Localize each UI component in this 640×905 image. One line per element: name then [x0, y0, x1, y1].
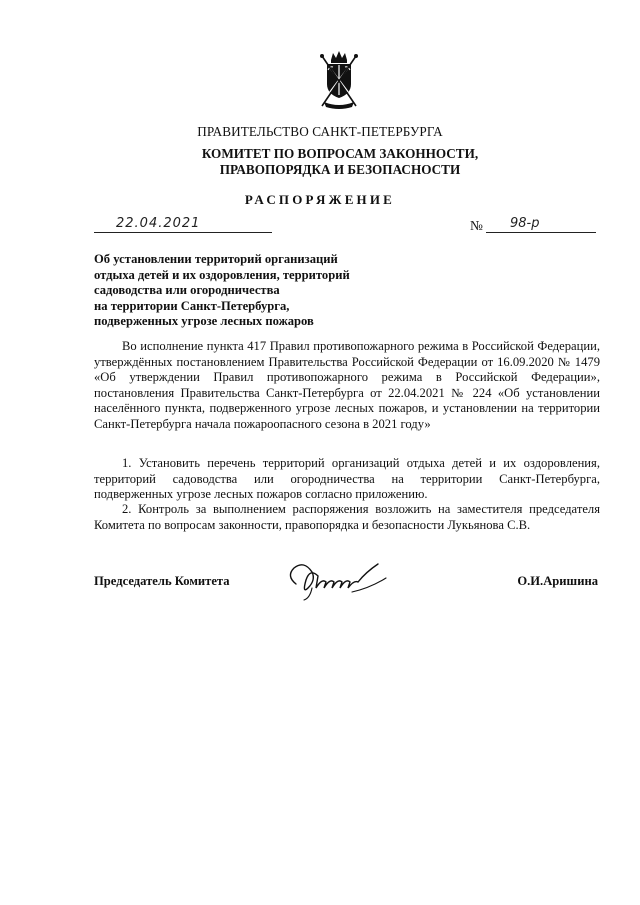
coat-of-arms-icon	[318, 50, 360, 112]
government-name: ПРАВИТЕЛЬСТВО САНКТ-ПЕТЕРБУРГА	[197, 124, 443, 139]
committee-line-2: ПРАВОПОРЯДКА И БЕЗОПАСНОСТИ	[219, 161, 461, 177]
item-2-paragraph: 2. Контроль за выполнением распоряжения возложить на заместителя председателя Комитета по вопросам законности, правопорядка и безопасности Лукьянова С.В.	[94, 502, 600, 532]
signatory-position: Председатель Комитета	[94, 574, 230, 588]
subject-line: садоводства или огородничества	[94, 283, 280, 298]
subject-line: Об установлении территорий организаций	[94, 252, 338, 266]
subject-heading	[94, 252, 394, 330]
date-handwritten: 22.04.2021	[116, 216, 201, 231]
subject-line: отдыха детей и их оздоровления, территорий	[94, 267, 350, 282]
number-underline	[486, 232, 596, 233]
subject-line: на территории Санкт-Петербурга,	[94, 298, 290, 313]
date-underline	[94, 232, 272, 233]
subject-line: подверженных угрозе лесных пожаров	[94, 314, 314, 329]
signature-icon	[282, 558, 392, 602]
committee-name	[170, 146, 510, 177]
item-1-paragraph: 1. Установить перечень территорий организаций отдыха детей и их оздоровления, территорий садоводства или огородничества на территории Санкт-Петербурга, подверженных угрозе лесных пожаров согласно приложению.	[94, 456, 600, 502]
preamble-paragraph: Во исполнение пункта 417 Правил противопожарного режима в Российской Федерации, утверждённых постановлением Правительства Российской Федерации от 16.09.2020 № 1479 «Об утверждении Правил противопожарного режима в Российской Федерации», постановления Правительства Санкт-Петербурга от 22.04.2021 № 224 «Об установлении населённого пункта, подверженного угрозе лесных пожаров, и установлении на территории Санкт-Петербурга начала пожароопасного сезона в 2021 году»	[94, 339, 600, 431]
document-type-title: РАСПОРЯЖЕНИЕ	[244, 192, 396, 207]
number-sign: №	[470, 218, 483, 233]
committee-line-1: КОМИТЕТ ПО ВОПРОСАМ ЗАКОННОСТИ,	[201, 146, 479, 161]
number-handwritten: 98-р	[510, 216, 540, 231]
signatory-name: О.И.Аришина	[517, 574, 598, 588]
